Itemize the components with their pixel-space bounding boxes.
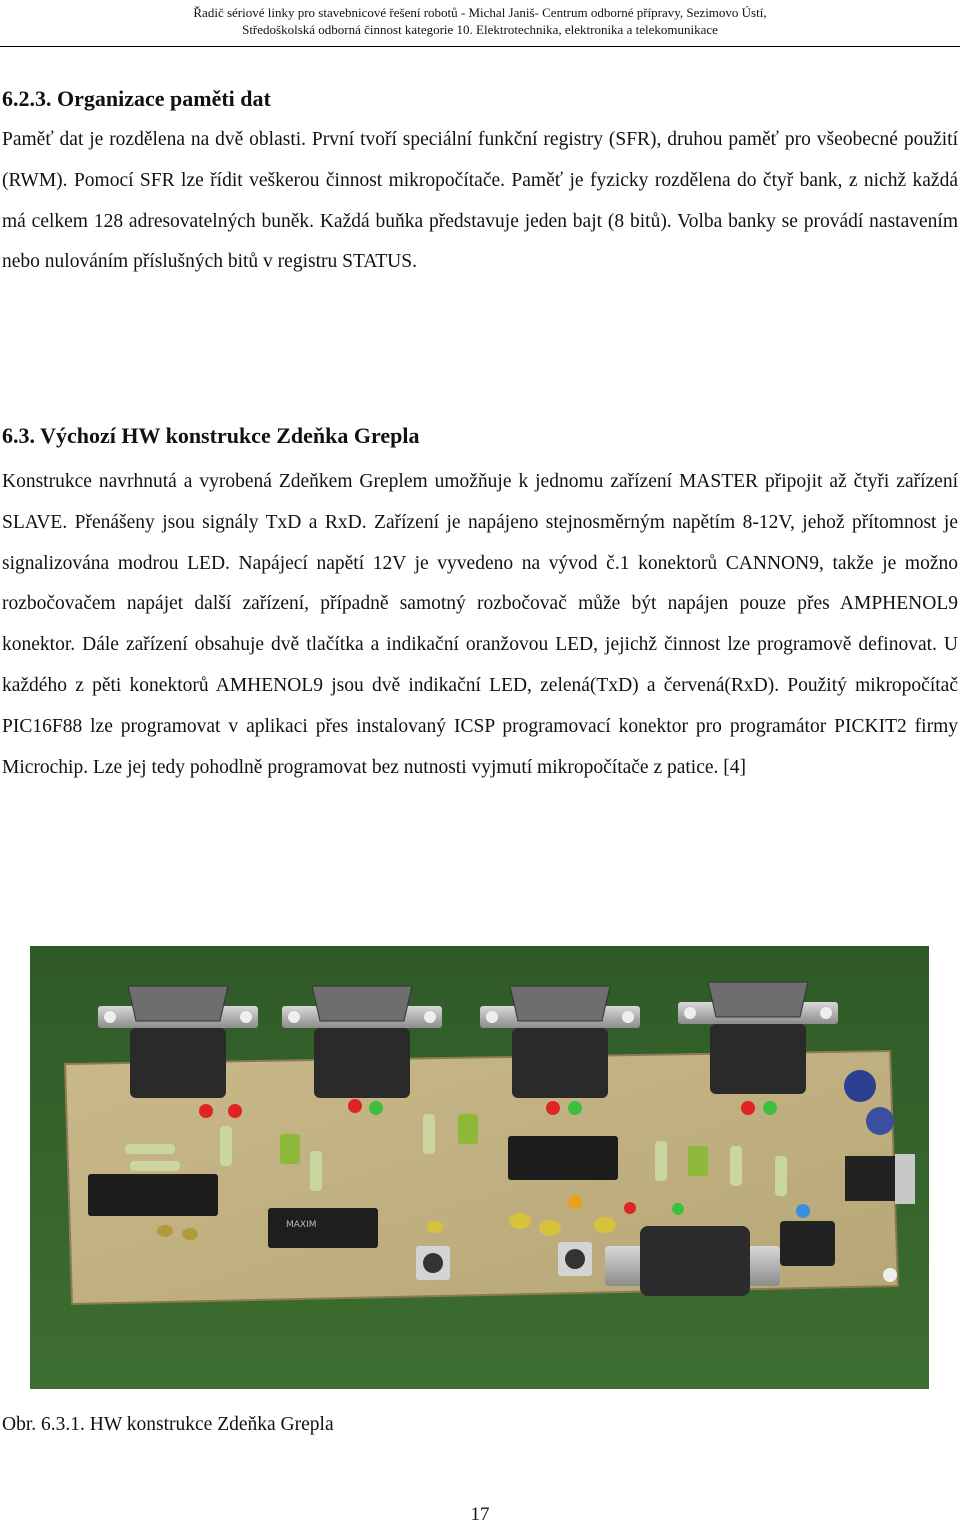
pcb-photo bbox=[30, 946, 929, 1389]
section-paragraph-6-3: Konstrukce navrhnutá a vyrobená Zdeňkem Greplem umožňuje k jednomu zařízení MASTER připojit až čtyři zařízení SLAVE. Přenášeny jsou signály TxD a RxD. Zařízení je napájeno stejnosměrným napětím 8-12V, jehož přítomnost je signalizována modrou LED. Napájecí napětí 12V je vyvedeno na vývod č.1 konektorů CANNON9, takže je možno rozbočovačem napájet další zařízení, případně samotný rozbočovač může být napájen pouze přes AMPHENOL9 konektor. Dále zařízení obsahuje dvě tlačítka a indikační oranžovou LED, jejichž činnost lze programově definovat. U každého z pěti konektorů AMHENOL9 jsou dvě indikační LED, zelená(TxD) a červená(RxD). Použitý mikropočítač PIC16F88 lze programovat v aplikaci přes instalovaný ICSP programovací konektor pro programátor PICKIT2 firmy Microchip. Lze jej tedy pohodlně programovat bez nutnosti vyjmutí mikropočítače z patice. [4] bbox=[2, 471, 958, 778]
figure-caption: Obr. 6.3.1. HW konstrukce Zdeňka Grepla bbox=[2, 1414, 334, 1435]
page-header bbox=[0, 0, 960, 42]
section-paragraph-6-2-3: Paměť dat je rozdělena na dvě oblasti. První tvoří speciální funkční registry (SFR), druhou paměť pro všeobecné použití (RWM). Pomocí SFR lze řídit veškerou činnost mikropočítače. Paměť je fyzicky rozdělena do čtyř bank, z nichž každá má celkem 128 adresovatelných buněk. Každá buňka představuje jeden bajt (8 bitů). Volba banky se provádí nastavením nebo nulováním příslušných bitů v registru STATUS. bbox=[2, 129, 958, 273]
header-divider bbox=[0, 46, 960, 47]
chip-label: MAXIM bbox=[286, 1220, 317, 1230]
header-line-1: Řadič sériové linky pro stavebnicové řešení robotů - Michal Janiš- Centrum odborné přípravy, Sezimovo Ústí, bbox=[193, 5, 767, 20]
section-heading-6-2-3: 6.2.3. Organizace paměti dat bbox=[2, 86, 271, 111]
section-heading-6-3: 6.3. Výchozí HW konstrukce Zdeňka Grepla bbox=[2, 423, 420, 448]
header-line-2: Středoškolská odborná činnost kategorie 10. Elektrotechnika, elektronika a telekomunikace bbox=[242, 22, 718, 37]
page-number: 17 bbox=[470, 1504, 490, 1525]
